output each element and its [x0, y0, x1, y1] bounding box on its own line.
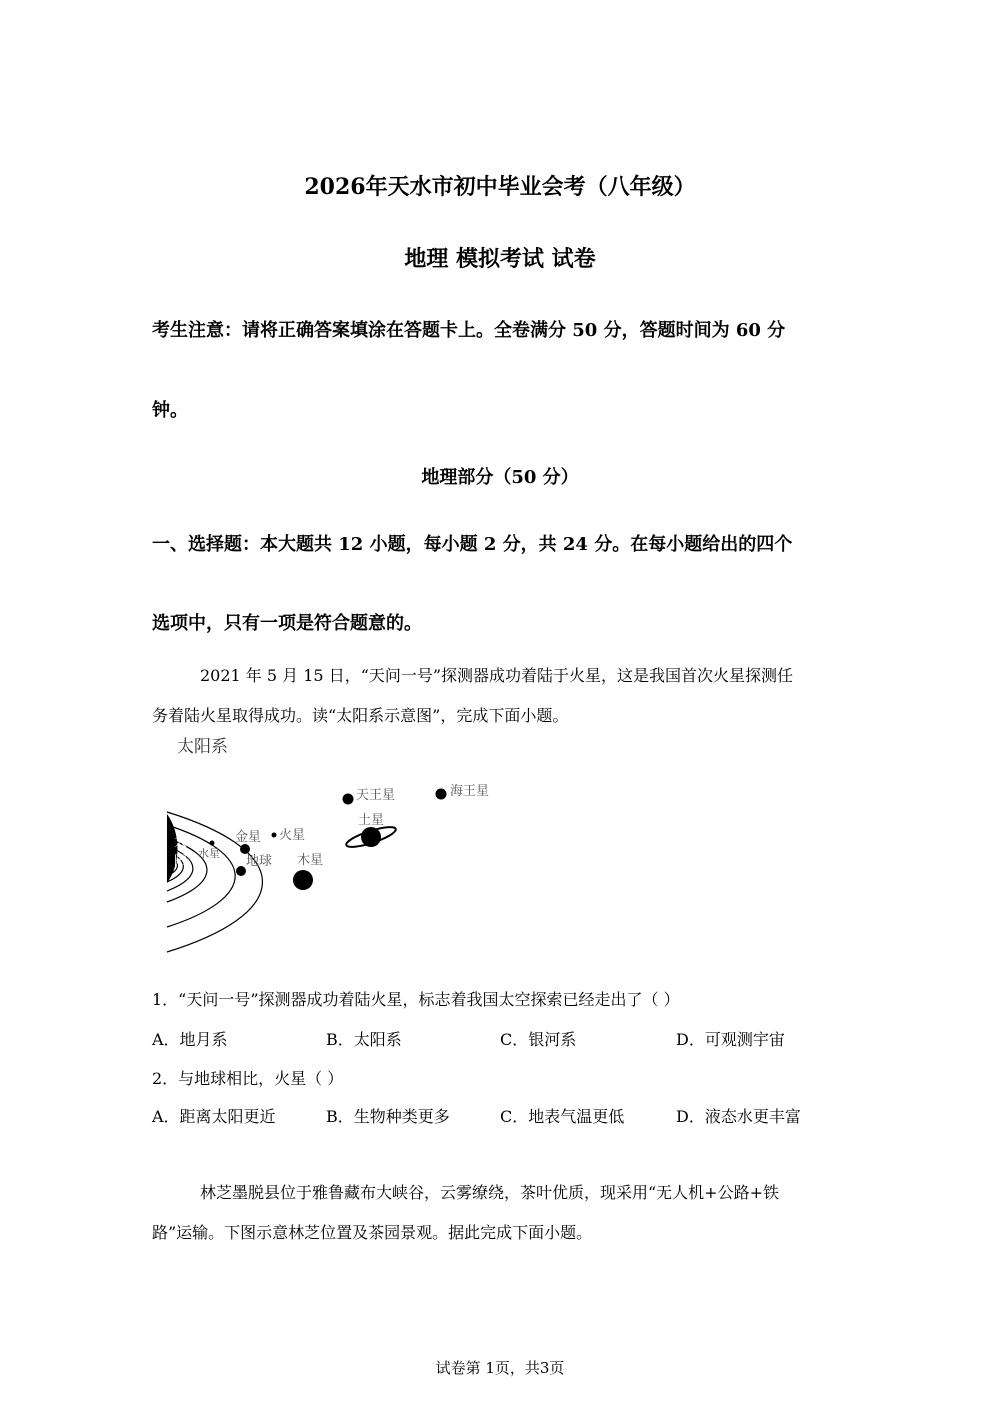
question-1-stem: 1．“天问一号”探测器成功着陆火星，标志着我国太空探索已经走出了（ ）	[152, 990, 680, 1009]
notice-line-1: 考生注意：请将正确答案填涂在答题卡上。全卷满分 50 分，答题时间为 60 分	[152, 320, 786, 341]
earth-label: 地球	[246, 854, 273, 869]
diagram-title: 太阳系	[177, 737, 228, 757]
sun-label-1: 太	[174, 835, 188, 850]
earth-icon	[236, 866, 246, 876]
question-1-option-c[interactable]: C．银河系	[500, 1030, 577, 1049]
mercury-icon	[210, 841, 215, 846]
passage2-line-2: 路”运输。下图示意林芝位置及茶园景观。据此完成下面小题。	[152, 1223, 593, 1242]
uranus-icon	[343, 794, 354, 805]
mars-icon	[272, 833, 277, 838]
mars-label: 火星	[279, 828, 306, 843]
jupiter-label: 木星	[297, 853, 324, 868]
question-2-stem: 2．与地球相比，火星（ ）	[152, 1069, 344, 1088]
question-2-option-b[interactable]: B．生物种类更多	[326, 1107, 450, 1126]
question-2-option-c[interactable]: C．地表气温更低	[500, 1107, 625, 1126]
part1-heading-line-2: 选项中，只有一项是符合题意的。	[152, 613, 422, 634]
notice-line-2: 钟。	[152, 400, 188, 421]
part1-heading-line-1: 一、选择题：本大题共 12 小题，每小题 2 分，共 24 分。在每小题给出的四个	[152, 534, 793, 555]
question-1-option-a[interactable]: A．地月系	[152, 1030, 228, 1049]
mercury-label: 水星	[198, 847, 220, 860]
question-2-option-d[interactable]: D．液态水更丰富	[676, 1107, 801, 1126]
uranus-label: 天王星	[356, 788, 396, 803]
question-1-option-d[interactable]: D．可观测宇宙	[676, 1030, 785, 1049]
neptune-icon	[436, 789, 447, 800]
passage1-line-1: 2021 年 5 月 15 日，“天问一号”探测器成功着陆于火星，这是我国首次火星探测任	[200, 666, 794, 685]
saturn-label: 土星	[358, 813, 385, 828]
jupiter-icon	[293, 870, 313, 890]
venus-icon	[240, 844, 250, 854]
exam-subtitle: 地理 模拟考试 试卷	[404, 246, 596, 272]
passage1-line-2: 务着陆火星取得成功。读“太阳系示意图”，完成下面小题。	[152, 706, 569, 725]
exam-title: 2026年天水市初中毕业会考（八年级）	[304, 174, 696, 200]
neptune-label: 海王星	[450, 784, 490, 799]
question-2-option-a[interactable]: A．距离太阳更近	[152, 1107, 276, 1126]
venus-label: 金星	[235, 830, 262, 845]
page-footer: 试卷第 1页，共3页	[435, 1359, 565, 1377]
question-1-option-b[interactable]: B．太阳系	[326, 1030, 402, 1049]
sun-label-2: 阳	[174, 854, 188, 869]
section-title: 地理部分（50 分）	[421, 467, 579, 488]
passage2-line-1: 林芝墨脱县位于雅鲁藏布大峡谷，云雾缭绕，茶叶优质，现采用“无人机+公路+铁	[200, 1183, 779, 1202]
solar-system-diagram	[155, 732, 535, 957]
